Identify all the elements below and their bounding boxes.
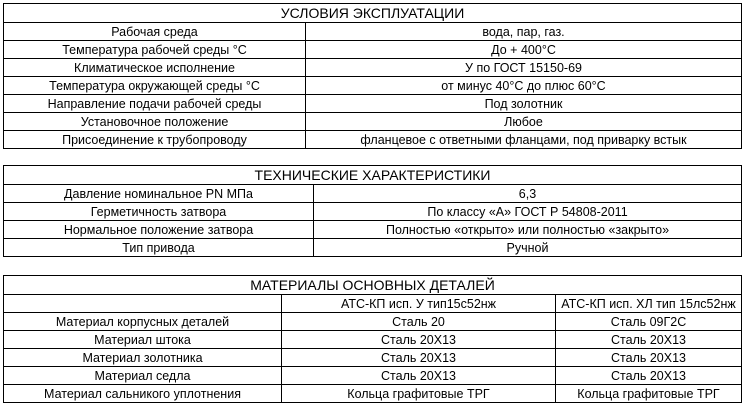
row-label: Материал сальникого уплотнения [4,385,282,403]
row-label: Температура окружающей среды °С [4,77,306,95]
row-label: Температура рабочей среды °С [4,41,306,59]
row-value: По классу «А» ГОСТ Р 54808-2011 [314,203,742,221]
table-row [4,313,742,331]
row-value: Сталь 20Х13 [282,331,556,349]
materials-title: МАТЕРИАЛЫ ОСНОВНЫХ ДЕТАЛЕЙ [4,276,742,295]
row-label: Давление номинальное PN МПа [4,185,314,203]
table-row [4,367,742,385]
row-value: Кольца графитовые ТРГ [282,385,556,403]
row-label: Материал золотника [4,349,282,367]
table-row [4,203,742,221]
empty-header-cell [4,295,282,313]
row-label: Материал штока [4,331,282,349]
row-value: Сталь 20Х13 [556,367,742,385]
row-label: Материал седла [4,367,282,385]
row-label: Тип привода [4,239,314,257]
row-value: Под золотник [306,95,742,113]
materials-table [3,275,742,403]
row-value: Сталь 20 [282,313,556,331]
table-row [4,41,742,59]
row-label: Материал корпусных деталей [4,313,282,331]
row-label: Климатическое исполнение [4,59,306,77]
row-label: Рабочая среда [4,23,306,41]
row-value: Сталь 20Х13 [282,367,556,385]
table-row [4,77,742,95]
row-value: 6,3 [314,185,742,203]
table-row [4,131,742,149]
column-header: АТС-КП исп. У тип15с52нж [282,295,556,313]
technical-specs-table [3,165,742,257]
table-row [4,59,742,77]
row-value: До + 400°С [306,41,742,59]
column-header: АТС-КП исп. ХЛ тип 15лс52нж [556,295,742,313]
row-value: Сталь 20Х13 [282,349,556,367]
column-header-row [4,295,742,313]
row-value: У по ГОСТ 15150-69 [306,59,742,77]
table-row [4,185,742,203]
row-value: Кольца графитовые ТРГ [556,385,742,403]
row-value: Полностью «открыто» или полностью «закрыто» [314,221,742,239]
row-value: фланцевое с ответными фланцами, под приварку встык [306,131,742,149]
row-value: Сталь 09Г2С [556,313,742,331]
operating-conditions-table [3,3,742,149]
table-row [4,385,742,403]
technical-specs-title: ТЕХНИЧЕСКИЕ ХАРАКТЕРИСТИКИ [4,166,742,185]
row-label: Нормальное положение затвора [4,221,314,239]
row-value: вода, пар, газ. [306,23,742,41]
row-value: от минус 40°С до плюс 60°С [306,77,742,95]
row-label: Герметичность затвора [4,203,314,221]
operating-conditions-title: УСЛОВИЯ ЭКСПЛУАТАЦИИ [4,4,742,23]
row-label: Присоединение к трубопроводу [4,131,306,149]
table-row [4,23,742,41]
row-value: Любое [306,113,742,131]
row-value: Сталь 20Х13 [556,331,742,349]
table-row [4,331,742,349]
table-row [4,239,742,257]
row-label: Установочное положение [4,113,306,131]
table-row [4,113,742,131]
row-value: Сталь 20Х13 [556,349,742,367]
row-label: Направление подачи рабочей среды [4,95,306,113]
table-row [4,221,742,239]
row-value: Ручной [314,239,742,257]
table-row [4,349,742,367]
table-row [4,95,742,113]
